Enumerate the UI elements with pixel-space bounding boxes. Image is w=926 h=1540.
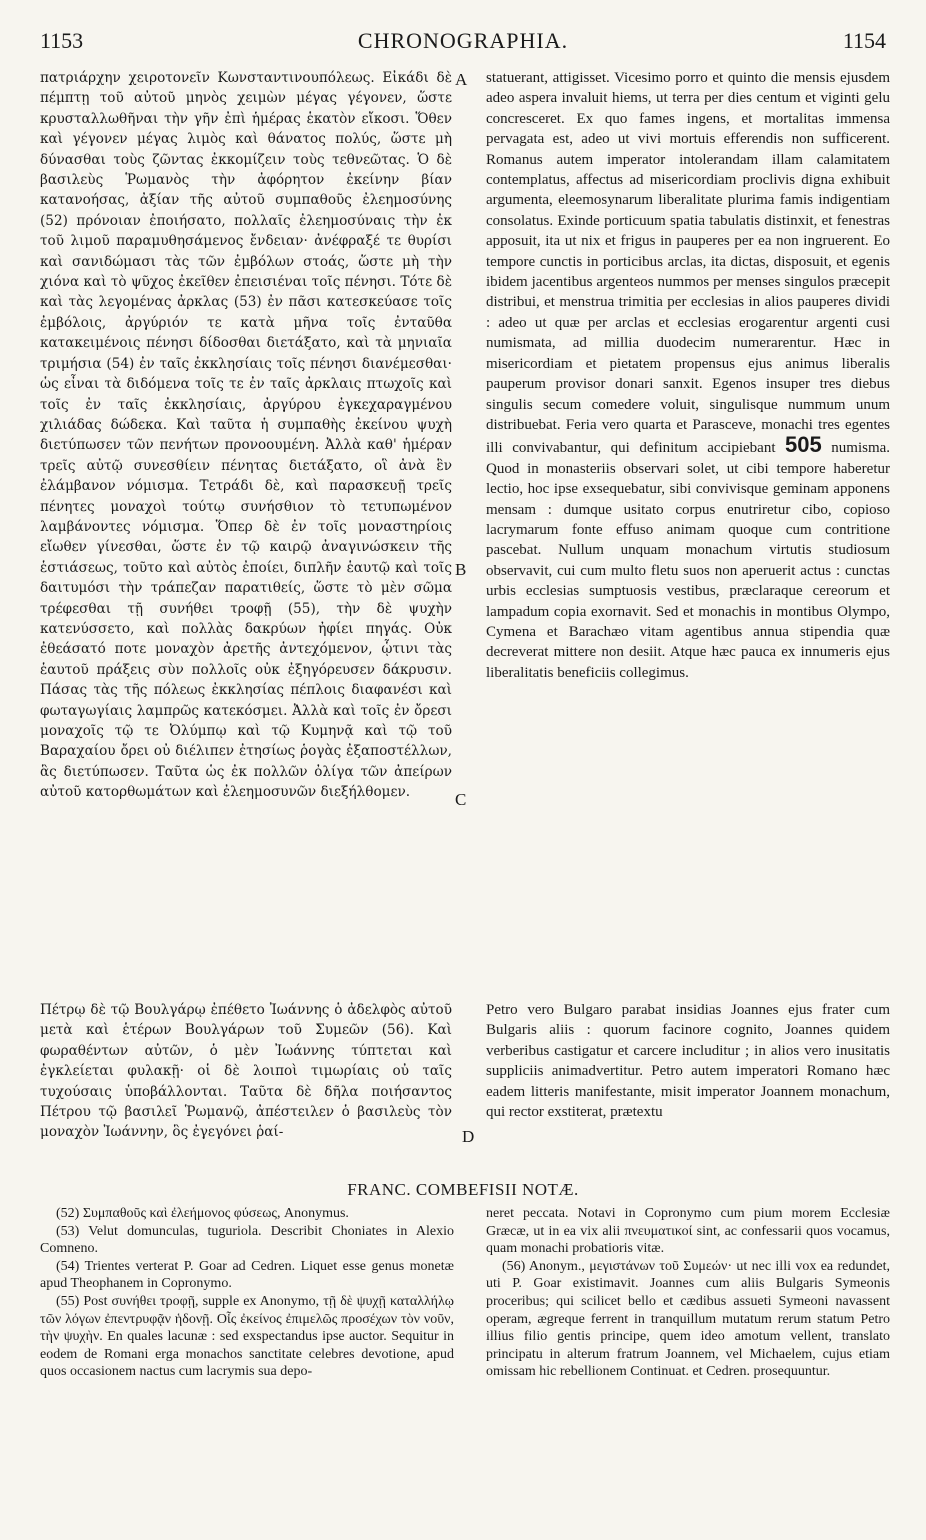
section-marker-c: C (455, 790, 467, 809)
note-55: (55) Post συνήθει τροφῇ, supple ex Anonymo, τῇ δὲ ψυχῇ καταλλήλῳ τῶν λόγων ἐπεντρυφᾷν ἡδονῇ. Οἷς ἐκείνος ἐπιμελῶς προσέχων τὸν νοῦν, τὴν ψυχὴν. En quales lacunæ : sed exspectandus ipse auctor. Sequitur in eodem de Romani erga monachos sanctitate celebres devotione, apud quos occasionem nactus cum lacrymis sua depo- (40, 1293, 454, 1380)
latin-text-part-a: statuerant, attigisset. Vicesimo porro et quinto die mensis ejusdem adeo aspera invaluit hiems, ut terra per dies centum et viginti gelu concresceret. Ex quo fames ingens, et mortalitas immensa pervagata est, adeo ut vivi mortuis efferendis non sufficerent. Romanus autem imperator intolerandam illam calamitatem contemplatus, affectus ad misericordiam proclivis digna exhibuit argumenta, eleemosynarum liberalitate plurima famis indigentiam consolatus. Exinde porticuum spatia tabulatis distinxit, et fenestras apposuit, ita ut nix et frigus in pauperes per ea non ingruerent. Eo tempore cunctis in porticibus arclas, ita dictas, disposuit, et egenis ibidem jacentibus argenteos nummos per menses singulos præcepit distribui, et menstrua trimitia per ecclesias in alios pauperes dividi : adeo ut quæ per arclas et ecclesias erogarentur argenti cusi numismata, ad millia duodecim numerarentur. Hæc in misericordiam et pietatem propensus ejus animus liberalis pauperum provisor donari sanxit. Egenos insuper tres diebus singulis secum comedere voluit, singulisque nummum unum distribuebat. Feria vero quarta et Parasceve, monachi tres egentes illi convivabantur, qui definitum accipiebant (486, 70, 890, 457)
greek-paragraph-second: Πέτρῳ δὲ τῷ Βουλγάρῳ ἐπέθετο Ἰωάννης ὁ ἀδελφὸς αὐτοῦ μετὰ καὶ ἑτέρων Βουλγάρων τοῦ Συμεῶν (56). Καὶ φωραθέντων αὐτῶν, ὁ μὲν Ἰωάννης τύπτεται καὶ ἐγκλείεται φυλακῇ· οἱ δὲ λοιποὶ τιμωρίαις οὐ ταῖς τυχούσαις ὑποβάλλονται. Ταῦτα δὲ δῆλα ποιήσαντος Πέτρου τῷ βασιλεῖ Ῥωμανῷ, ἀπέστειλεν ὁ βασιλεὺς τὸν μοναχὸν Ἰωάννην, ὃς ἐγεγόνει ῥαί- (40, 1002, 452, 1141)
latin-paragraph-second: Petro vero Bulgaro parabat insidias Joannes ejus frater cum Bulgaris aliis : quorum facinore cognito, Joannes quidem verberibus castigatur et carcere includitur ; in alios vero inusitatis suppliciis animadvertitur. Petro autem imperatori Romano hæc eadem litteris manifestante, misit imperator Joannem monachum, qui rector exstiterat, prætextu (486, 1002, 890, 1121)
section-marker-d: D (462, 1127, 475, 1146)
section-marker-a: A (455, 70, 468, 89)
section-marker-b: B (455, 560, 467, 579)
page-header (40, 28, 886, 58)
inline-column-number: 505 (785, 432, 822, 458)
note-53: (53) Velut domunculas, tuguriola. Describit Choniates in Alexio Comneno. (40, 1223, 454, 1257)
notes-left-column (40, 1205, 454, 1381)
note-54: (54) Trientes verterat P. Goar ad Cedren. Liquet esse genus monetæ apud Theophanem in Copronymo. (40, 1258, 454, 1292)
latin-second-paragraph-column (486, 1000, 890, 1122)
notes-right-column (486, 1205, 890, 1381)
latin-text-column (486, 68, 890, 683)
latin-text-part-b: numisma. Quod in monasteriis observari solet, ut cibi tempore haberetur lectio, hoc ipse exsequebatur, sibi convivisque geminam apponens mensam : dumque usitato corpus enutriretur cibo, copioso lacrymarum fonte effuso animam quoque cum contritione pascebat. Nullum unquam monachum virtutis studiosum observavit, cui cum multo fletu suos non aperuerit actus : cunctas urbis ecclesias sumptuosis vestibus, præclaraque cereorum et lampadum copia exornavit. Sed et monachis in montibus Olympo, Cymena et Barachæo vitam agentibus annua stipendia quæ decreverat mittere non desiit. Atque hæc pauca ex innumeris ejus liberalitatis beneficiis collegimus. (486, 440, 891, 681)
note-52: (52) Συμπαθοῦς καὶ ἐλεήμονος φύσεως, Anonymus. (56, 1206, 349, 1221)
left-column-number: 1153 (40, 28, 84, 53)
running-title: CHRONOGRAPHIA. (357, 28, 569, 53)
notes-heading: FRANC. COMBEFISII NOTÆ. (347, 1180, 579, 1199)
note-56: (56) Anonym., μεγιστάνων τοῦ Συμεών· ut nec illi vox ea redundet, uti P. Goar existimavit. Joannes cum aliis Bulgaris Symeonis proceribus; qui scilicet bello et cædibus assueti Symeoni navassent operam, ægreque ferrent in tranquillum mutatum rerum statum Petro illius filio gentis principe, quem ideo amotum vellent, translato principatu in alterum fratrum Joannem, vel Michaelem, cujus etiam omissam hic rebellionem Continuat. et Cedren. prosequuntur. (486, 1258, 890, 1380)
greek-text-column (40, 68, 452, 803)
greek-second-paragraph-column (40, 1000, 452, 1143)
latin-paragraph-main (486, 68, 890, 683)
right-column-number: 1154 (842, 28, 886, 53)
note-55-continued: neret peccata. Notavi in Copronymo cum pium morem Ecclesiæ Græcæ, ut in ea vix alii πνευματικοί sint, ac confessarii quos vocamus, quam monachi probatioris vitæ. (486, 1206, 890, 1257)
greek-paragraph-main: πατριάρχην χειροτονεῖν Κωνσταντινουπόλεως. Εἰκάδι δὲ πέμπτῃ τοῦ αὐτοῦ μηνὸς χειμὼν μέγας γέγονεν, ὥστε κρυσταλλωθῆναι τὴν γῆν ἐπὶ ἡμέρας ἑκατὸν εἴκοσι. Ὅθεν καὶ γέγονεν μέγας λιμὸς καὶ θάνατος πολύς, ὥστε μὴ δύνασθαι τοὺς ζῶντας ἐκκομίζειν τοὺς τεθνεῶτας. Ὁ δὲ βασιλεὺς Ῥωμανὸς τὴν ἀφόρητον ἐκείνην βίαν κατανοήσας, ἀξίαν τῆς αὐτοῦ συμπαθοῦς ἐλεημοσύνης (52) πρόνοιαν ἐποιήσατο, πολλαῖς ἐλεημοσύναις τὴν ἐκ τοῦ λιμοῦ παραμυθησάμενος ἔνδειαν· ἀνέφραξέ τε θυρίσι καὶ σανιδώμασι τὰς τῶν ἐμβόλων στοάς, ὥστε μὴ τὴν χιόνα καὶ τὸ ψῦχος ἐκεῖθεν ἐπεισιέναι τοῖς πένησι. Τότε δὲ καὶ τὰς λεγομένας ἀρκλας (53) ἐν πᾶσι κατεσκεύασε τοῖς ἐμβόλοις, ἀργύριόν τε κατὰ μῆνα τοῖς ἐνταῦθα κατακειμένοις πένησι δίδοσθαι διετάξατο, καὶ τὰ μηνιαῖα τριμήσια (54) ἐν ταῖς ἐκκλησίαις τοῖς πένησι διανέμεσθαι· ὡς εἶναι τὰ διδόμενα τοῖς τε ἐν ταῖς ἀρκλαις πτωχοῖς καὶ τοῖς ἐν ταῖς ἐκκλησίαις, ἀργύρου ἐγκεχαραγμένου χιλιάδας δώδεκα. Καὶ ταῦτα ἡ συμπαθὴς ἐκείνου ψυχὴ διετύπωσεν τῶν πενήτων προνοουμένη. Ἀλλὰ καθ' ἡμέραν τρεῖς αὐτῷ συνεσθίειν πένητας διετάξατο, οἳ ἀνὰ ἓν ἐλάμβανον νόμισμα. Τετράδι δὲ, καὶ παρασκευῇ τρεῖς πένητες μοναχοὶ τούτῳ συνήσθιον τὸ τετυπωμένον λαμβάνοντες νόμισμα. Ὅπερ δὲ ἐν τοῖς μοναστηρίοις εἴωθεν γίνεσθαι, ὥστε ἐν τῷ καιρῷ ἀναγινώσκειν τῆς ἑστιάσεως, τοῦτο καὶ αὐτὸς ἐποίει, διπλῆν ἑαυτῷ καὶ τοῖς δαιτυμόσι τὴν τράπεζαν παρατιθείς, ὥστε τὸ μὲν σῶμα τρέφεσθαι τῇ συνήθει τροφῇ (55), τὴν δὲ ψυχὴν κατενύσσετο, καὶ πολλὰς δακρύων ἠφίει πηγάς. Οὐκ ἐθεάσατό ποτε μοναχὸν ἀρετῆς ἀντεχόμενον, ᾧτινι τὰς ἑαυτοῦ πράξεις σὺν πολλοῖς οὐκ ἐξηγόρευσεν δάκρυσιν. Πάσας τὰς τῆς πόλεως ἐκκλησίας πέπλοις διαφανέσι καὶ φωταγωγίαις λαμπρῶς κατεκόσμει. Ἀλλὰ καὶ τοῖς ἐν ὄρεσι μοναχοῖς τῷ τε Ὀλύμπῳ καὶ τῷ Κυμηνᾷ καὶ τῷ τοῦ Βαραχαίου ὄρει οὐ διέλιπεν ἐτησίως ῥογὰς ἐξαποστέλλων, ἃς διετύπωσεν. Ταῦτα ὡς ἐκ πολλῶν ὀλίγα τῶν ἀπείρων αὐτοῦ κατορθωμάτων καὶ ἐλεημοσυνῶν διεξήλθομεν. (40, 70, 452, 801)
